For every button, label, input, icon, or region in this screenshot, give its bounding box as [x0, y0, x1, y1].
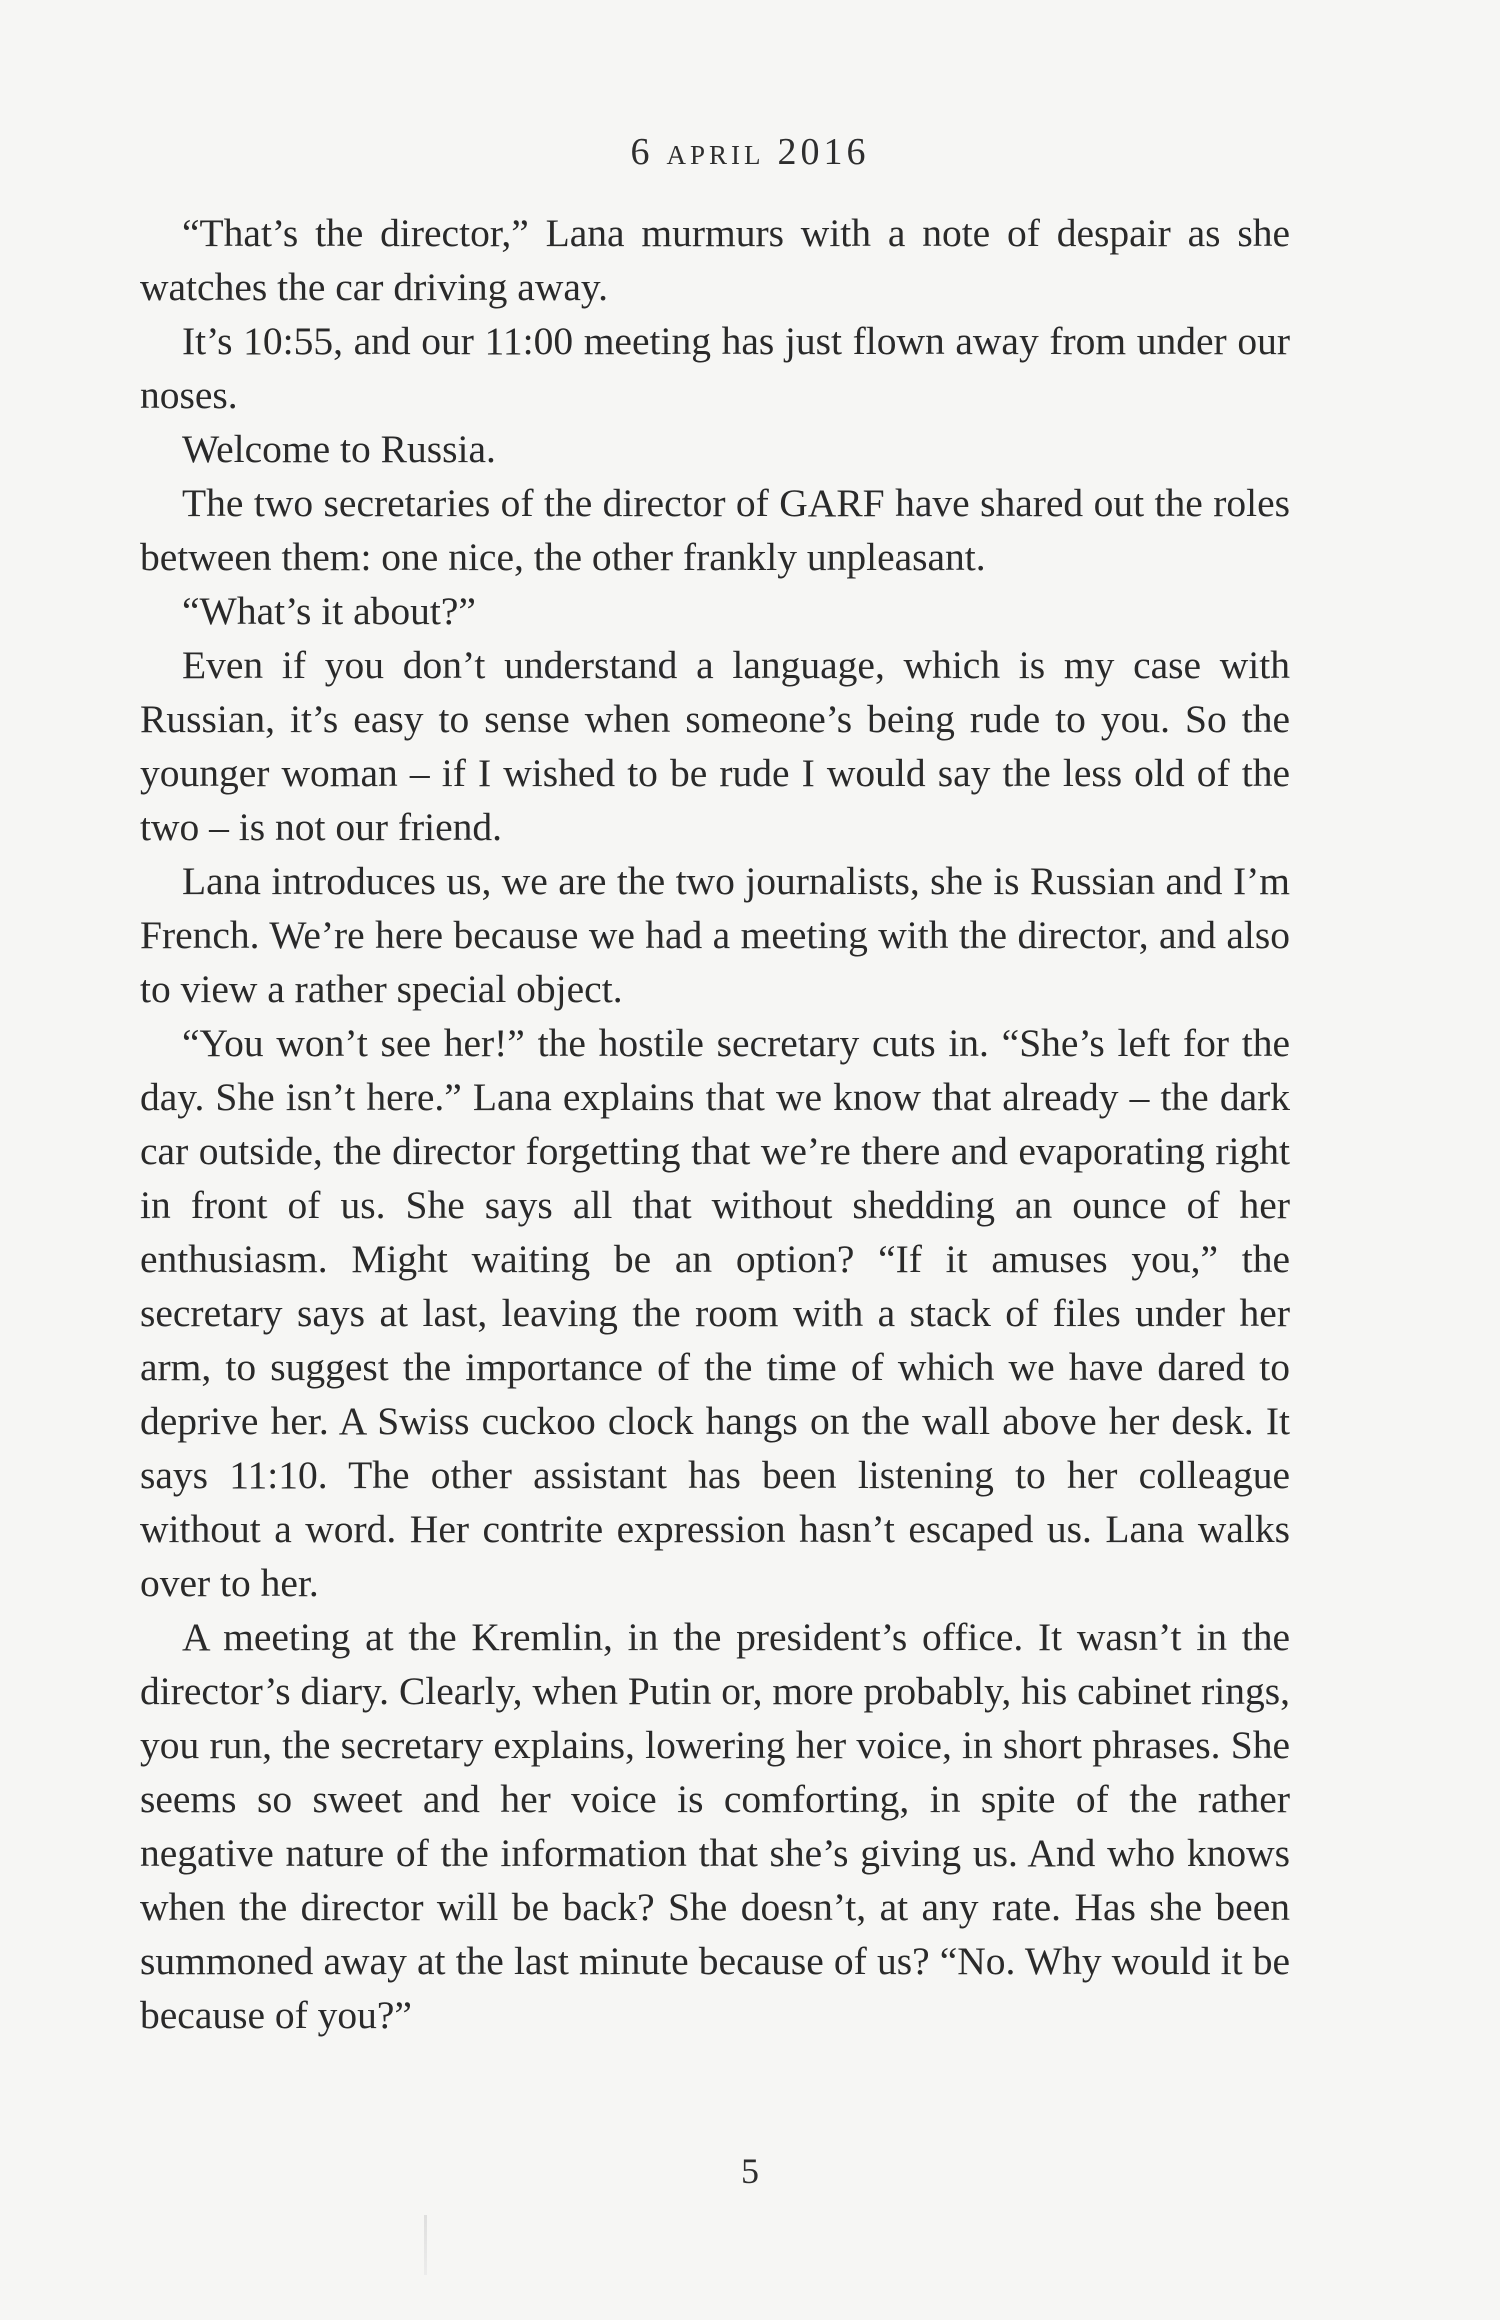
page-number: 5 — [741, 2151, 759, 2191]
paragraph: Even if you don’t understand a language, which is my case with Russian, it’s easy to sense when someone’s being rude to you. So the younger woman – if I wished to be rude I would say the less old of the two – is not our friend. — [140, 643, 1290, 849]
paragraph: “That’s the director,” Lana murmurs with a note of despair as she watches the car driving away. — [140, 211, 1290, 309]
paragraph: A meeting at the Kremlin, in the president’s office. It wasn’t in the director’s diary. Clearly, when Putin or, more probably, his cabinet rings, you run, the secretary explains, lowering her voice, in short phrases. She seems so sweet and her voice is comforting, in spite of the rather negative nature of the information that she’s giving us. And who knows when the director will be back? She doesn’t, at any rate. Has she been summoned away at the last minute because of us? “No. Why would it be because of you?” — [140, 1615, 1290, 2037]
running-head-day: 6 — [630, 131, 654, 173]
paragraph: It’s 10:55, and our 11:00 meeting has just flown away from under our noses. — [140, 319, 1290, 417]
paragraph: Welcome to Russia. — [182, 427, 496, 471]
paragraph: The two secretaries of the director of GARF have shared out the roles between them: one nice, the other frankly unpleasant. — [140, 481, 1290, 579]
paragraph: Lana introduces us, we are the two journalists, she is Russian and I’m French. We’re here because we had a meeting with the director, and also to view a rather special object. — [140, 859, 1290, 1011]
paragraph: “You won’t see her!” the hostile secretary cuts in. “She’s left for the day. She isn’t here.” Lana explains that we know that already – the dark car outside, the director forgetting that we’re there and evaporating right in front of us. She says all that without shedding an ounce of her enthusiasm. Might waiting be an option? “If it amuses you,” the secretary says at last, leaving the room with a stack of files under her arm, to suggest the importance of the time of which we have dared to deprive her. A Swiss cuckoo clock hangs on the wall above her desk. It says 11:10. The other assistant has been listening to her colleague without a word. Her contrite expression hasn’t escaped us. Lana walks over to her. — [140, 1021, 1290, 1605]
paragraph: “What’s it about?” — [182, 589, 476, 633]
running-head-month: APRIL — [666, 140, 765, 170]
scan-mark — [424, 2215, 427, 2275]
running-head-year: 2016 — [777, 131, 870, 173]
body-text — [140, 206, 1290, 2042]
running-head — [0, 130, 1500, 174]
